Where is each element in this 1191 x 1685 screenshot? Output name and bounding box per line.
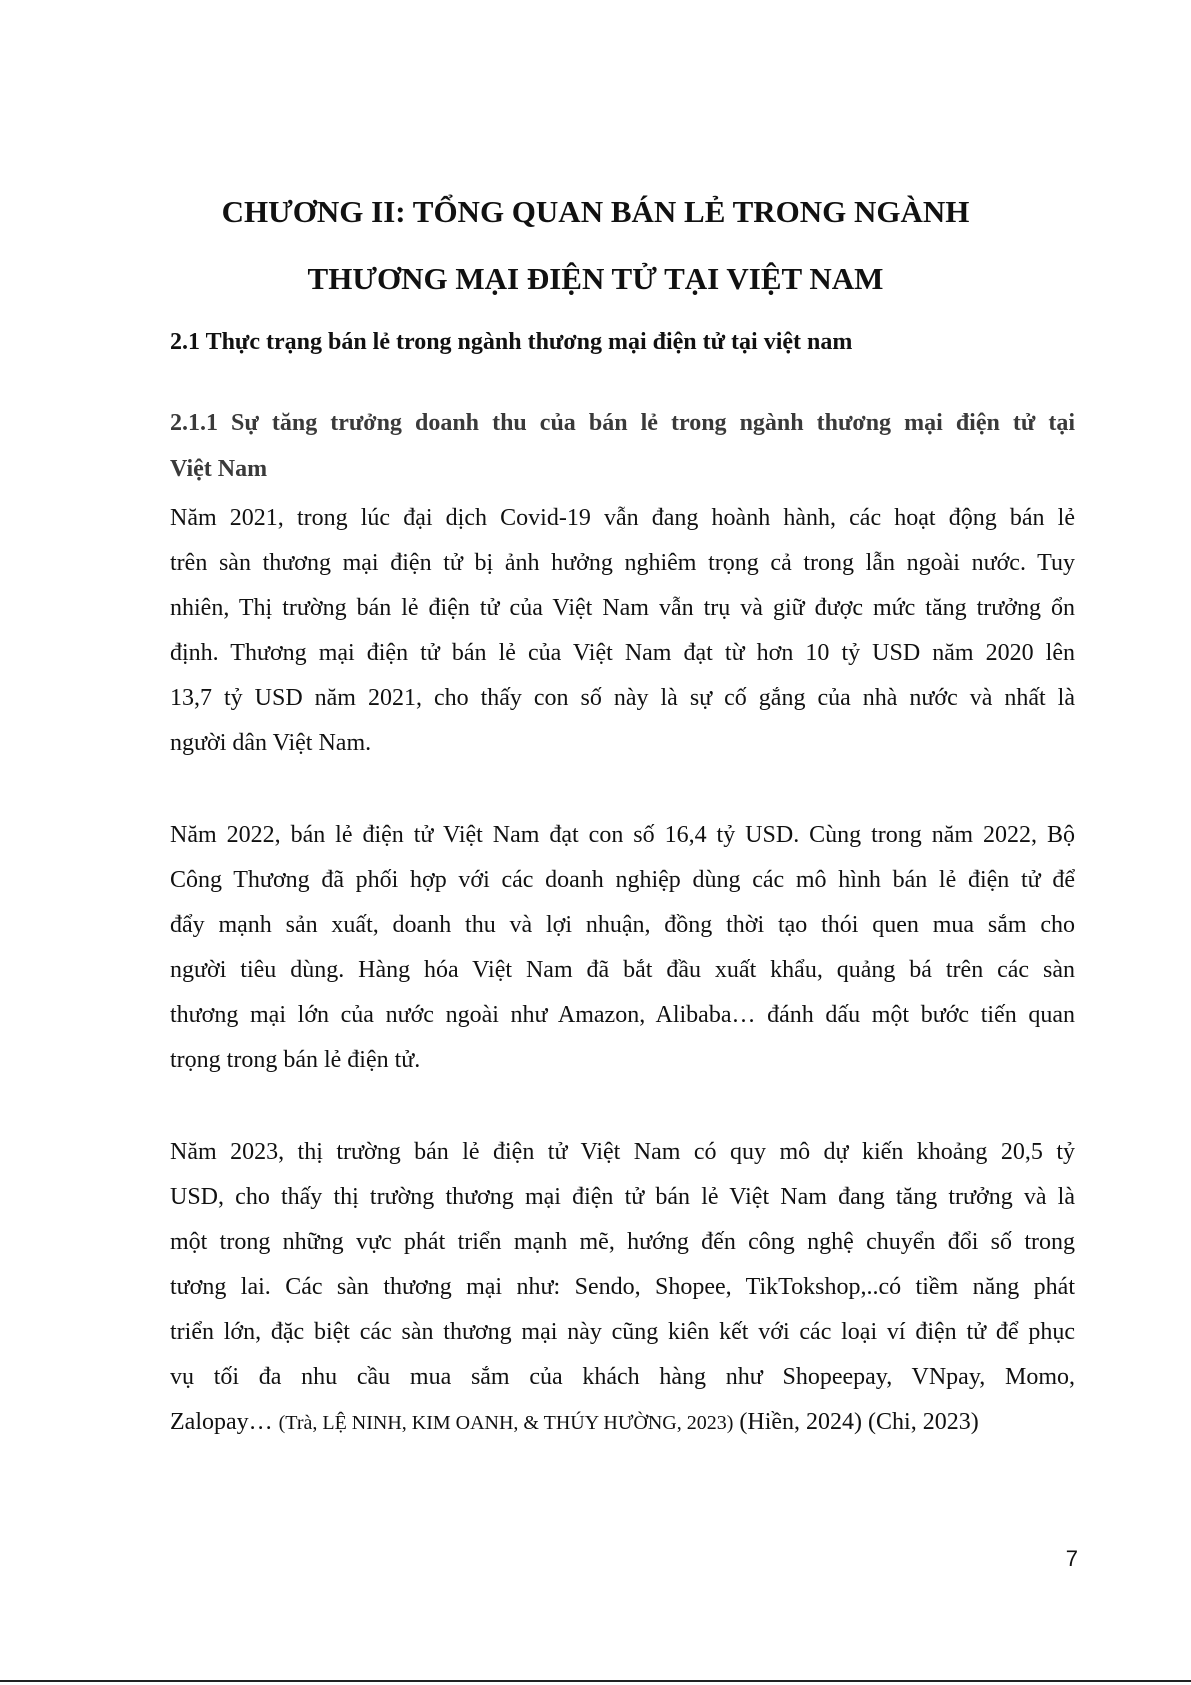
subsection-heading-line-2: Việt Nam [170, 456, 268, 482]
page-number: 7 [1065, 1546, 1078, 1571]
citation-hien-chi: (Hiền, 2024) (Chi, 2023) [733, 1409, 979, 1435]
subsection-heading [170, 400, 1075, 492]
chapter-title-line-1: CHƯƠNG II: TỔNG QUAN BÁN LẺ TRONG NGÀNH [221, 194, 970, 229]
section-heading: 2.1 Thực trạng bán lẻ trong ngành thương mại điện tử tại việt nam [170, 329, 853, 355]
paragraph-line: triển lớn, đặc biệt các sàn thương mại này cũng kiên kết với các loại ví điện tử để phục [170, 1319, 1075, 1345]
paragraph-line: người tiêu dùng. Hàng hóa Việt Nam đã bắt đầu xuất khẩu, quảng bá trên các sàn [170, 957, 1075, 983]
paragraph-line: Năm 2022, bán lẻ điện tử Việt Nam đạt con số 16,4 tỷ USD. Cùng trong năm 2022, Bộ [170, 822, 1075, 848]
paragraph-line: tương lai. Các sàn thương mại như: Sendo, Shopee, TikTokshop,..có tiềm năng phát [170, 1274, 1075, 1300]
paragraph-line: đẩy mạnh sản xuất, doanh thu và lợi nhuận, đồng thời tạo thói quen mua sắm cho [170, 912, 1075, 938]
paragraph-line: Năm 2023, thị trường bán lẻ điện tử Việt Nam có quy mô dự kiến khoảng 20,5 tỷ [170, 1139, 1075, 1165]
chapter-title [150, 178, 1041, 312]
citation-tra: (Trà, LỆ NINH, KIM OANH, & THÚY HƯỜNG, 2023) [278, 1412, 734, 1434]
paragraph-line: Công Thương đã phối hợp với các doanh nghiệp dùng các mô hình bán lẻ điện tử để [170, 867, 1075, 893]
paragraph-2022 [170, 813, 1075, 1083]
paragraph-line: USD, cho thấy thị trường thương mại điện tử bán lẻ Việt Nam đang tăng trưởng và là [170, 1184, 1075, 1210]
paragraph-line: vụ tối đa nhu cầu mua sắm của khách hàng như Shopeepay, VNpay, Momo, [170, 1364, 1075, 1390]
paragraph-line: Năm 2021, trong lúc đại dịch Covid-19 vẫn đang hoành hành, các hoạt động bán lẻ [170, 505, 1075, 531]
page-bottom-edge [0, 1680, 1191, 1682]
last-line-text: Zalopay… [170, 1409, 279, 1435]
paragraph-2023 [170, 1130, 1075, 1446]
paragraph-line: định. Thương mại điện tử bán lẻ của Việt Nam đạt từ hơn 10 tỷ USD năm 2020 lên [170, 640, 1075, 666]
paragraph-last-line [170, 1400, 1075, 1446]
paragraph-line: nhiên, Thị trường bán lẻ điện tử của Việt Nam vẫn trụ và giữ được mức tăng trưởng ổn [170, 595, 1075, 621]
paragraph-line: thương mại lớn của nước ngoài như Amazon, Alibaba… đánh dấu một bước tiến quan [170, 1002, 1075, 1028]
paragraph-line: một trong những vực phát triển mạnh mẽ, hướng đến công nghệ chuyển đổi số trong [170, 1229, 1075, 1255]
subsection-heading-line-1: 2.1.1 Sự tăng trưởng doanh thu của bán lẻ trong ngành thương mại điện tử tại [170, 410, 1075, 436]
paragraph-line: trên sàn thương mại điện tử bị ảnh hưởng nghiêm trọng cả trong lẫn ngoài nước. Tuy [170, 550, 1075, 576]
paragraph-line: 13,7 tỷ USD năm 2021, cho thấy con số này là sự cố gắng của nhà nước và nhất là [170, 685, 1075, 711]
paragraph-line: người dân Việt Nam. [170, 730, 372, 756]
chapter-title-line-2: THƯƠNG MẠI ĐIỆN TỬ TẠI VIỆT NAM [307, 261, 884, 296]
paragraph-line: trọng trong bán lẻ điện tử. [170, 1047, 421, 1073]
paragraph-2021 [170, 496, 1075, 766]
